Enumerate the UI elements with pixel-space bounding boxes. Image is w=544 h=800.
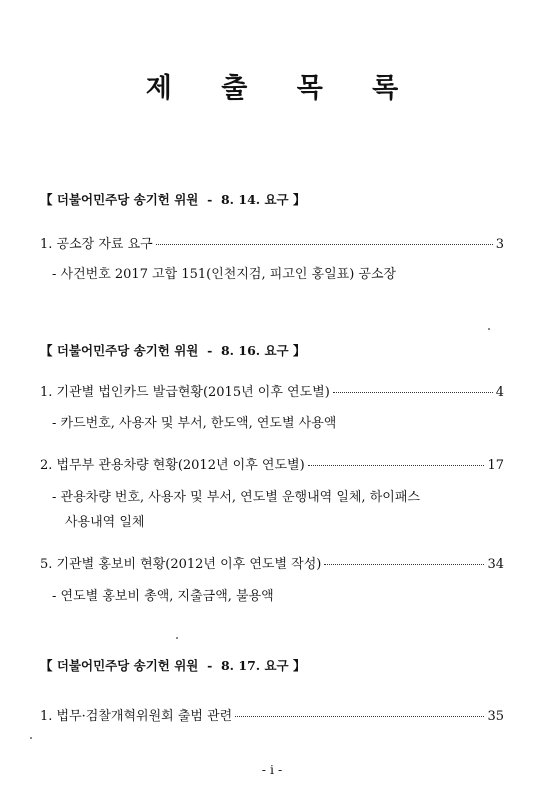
page-title: 제 출 목 록 xyxy=(145,73,419,104)
toc-entry-label: 5. 기관별 홍보비 현황(2012년 이후 연도별 작성) xyxy=(40,557,322,572)
toc-entry-page: 35 xyxy=(487,709,504,724)
toc-entry-label: 1. 공소장 자료 요구 xyxy=(40,237,153,252)
dot-leader xyxy=(235,716,484,717)
scan-speck xyxy=(488,328,490,330)
section-header-2: 【 더불어민주당 송기헌 위원 - 8. 17. 요구 】 xyxy=(40,658,306,673)
toc-entry-label: 1. 기관별 법인카드 발급현황(2015년 이후 연도별) xyxy=(40,385,330,400)
toc-entry-label: 1. 법무·검찰개혁위원회 출범 관련 xyxy=(40,709,233,724)
toc-sub-item-text: - 연도별 홍보비 총액, 지출금액, 불용액 xyxy=(52,589,274,604)
dot-leader xyxy=(333,392,493,393)
toc-entry-page: 3 xyxy=(495,237,504,252)
toc-sub-item-text: - 사건번호 2017 고합 151(인천지검, 피고인 홍일표) 공소장 xyxy=(52,267,397,282)
page-number-footer: - i - xyxy=(261,762,283,777)
toc-entry-page: 4 xyxy=(495,385,504,400)
toc-sub-item-text: - 관용차량 번호, 사용자 및 부서, 연도별 운행내역 일체, 하이패스 xyxy=(52,490,420,505)
scan-speck xyxy=(176,637,178,639)
toc-entry[interactable] xyxy=(40,454,504,473)
dot-leader xyxy=(156,244,493,245)
toc-sub-item xyxy=(52,262,502,287)
toc-sub-item xyxy=(52,485,502,535)
dot-leader xyxy=(308,465,485,466)
toc-entry-page: 34 xyxy=(487,557,504,572)
toc-sub-item-continuation: 사용내역 일체 xyxy=(65,515,145,530)
toc-sub-item-text: - 카드번호, 사용자 및 부서, 한도액, 연도별 사용액 xyxy=(52,416,337,431)
toc-entry[interactable] xyxy=(40,381,504,400)
toc-entry[interactable] xyxy=(40,705,504,724)
scan-speck xyxy=(30,737,32,739)
toc-entry-label: 2. 법무부 관용차량 현황(2012년 이후 연도별) xyxy=(40,458,305,473)
toc-sub-item xyxy=(52,584,502,609)
section-header-1: 【 더불어민주당 송기헌 위원 - 8. 16. 요구 】 xyxy=(40,343,306,358)
toc-entry[interactable] xyxy=(40,553,504,572)
dot-leader xyxy=(324,564,484,565)
toc-sub-item xyxy=(52,411,502,436)
toc-entry-page: 17 xyxy=(487,458,504,473)
section-header-0: 【 더불어민주당 송기헌 위원 - 8. 14. 요구 】 xyxy=(40,192,306,207)
toc-entry[interactable] xyxy=(40,233,504,252)
